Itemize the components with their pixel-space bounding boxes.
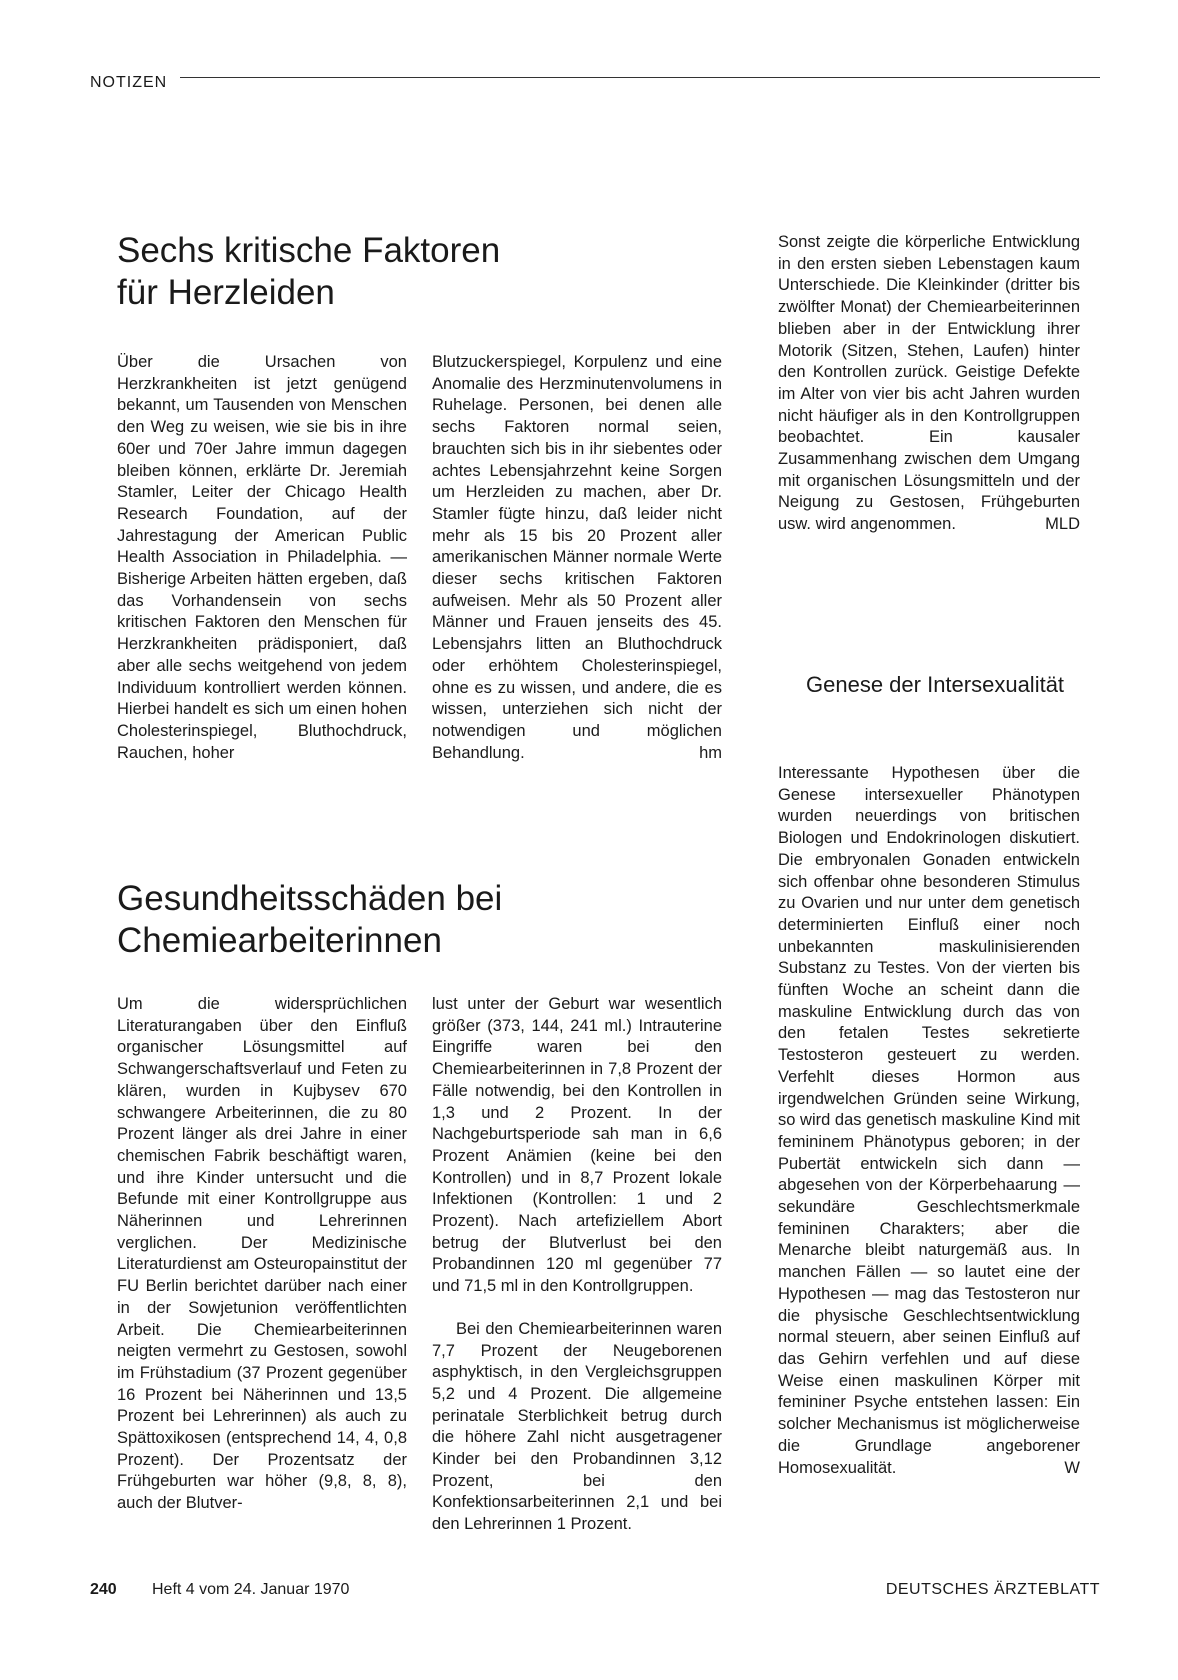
article-2-signature: MLD <box>1045 515 1080 534</box>
article-1-title: Sechs kritische Faktoren für Herzleiden <box>117 231 501 312</box>
header-rule <box>180 77 1100 78</box>
issue-line: Heft 4 vom 24. Januar 1970 <box>152 1581 350 1598</box>
article-2-col2-para-2: Bei den Chemiearbeiterinnen waren 7,7 Prozent der Neugeborenen asphyktisch, in den Vergleichsgruppen 5,2 und 4 Prozent. Die allgemeine perinatale Sterblichkeit betrug durch die höhere Zahl nicht ausgetragener Kinder bei den Probandinnen 3,12 Prozent, bei den Konfektionsarbeiterinnen 2,1 und bei den Lehrerinnen 1 Prozent. <box>432 1319 722 1534</box>
article-1-column-1 <box>117 352 407 764</box>
article-2-col3-text: Sonst zeigte die körperliche Entwicklung in den ersten sieben Lebenstagen kaum Unterschiede. Die Kleinkinder (dritter bis zwölfter Monat) der Chemiearbeiterinnen blieben aber in der Entwicklung ihrer Motorik (Sitzen, Stehen, Laufen) hinter den Kontrollen zurück. Geistige Defekte im Alter von vier bis acht Jahren wurden nicht häufiger als in den Kontrollgruppen beobachtet. Ein kausaler Zusammenhang zwischen dem Umgang mit organischen Lösungsmitteln und der Neigung zu Gestosen, Frühgeburten usw. wird angenommen. MLD <box>778 232 1080 536</box>
article-3-title: Genese der Intersexualität <box>806 672 1065 697</box>
article-2-title: Gesundheitsschäden bei Chemiearbeiterinnen <box>117 879 503 960</box>
article-1-column-2 <box>432 352 722 764</box>
article-2-col1-text: Um die widersprüchlichen Literaturangaben über den Einfluß organischer Lösungsmittel auf Schwangerschaftsverlauf und Feten zu klären, wurden in Kujbysev 670 schwangere Arbeiterinnen, die zu 80 Prozent länger als drei Jahre in einer chemischen Fabrik beschäftigt waren, und ihre Kinder untersucht und die Befunde mit einer Kontrollgruppe aus Näherinnen und Lehrerinnen verglichen. Der Medizinische Literaturdienst am Osteuropainstitut der FU Berlin berichtet darüber nach einer in der Sowjetunion veröffentlichten Arbeit. Die Chemiearbeiterinnen neigten vermehrt zu Gestosen, sowohl im Frühstadium (37 Prozent gegenüber 16 Prozent bei Näherinnen und 13,5 Prozent bei Lehrerinnen) als auch zu Spättoxikosen (entsprechend 14, 4, 0,8 Prozent). Der Prozentsatz der Frühgeburten war höher (9,8, 8, 8), auch der Blutver- <box>117 995 407 1513</box>
section-label: NOTIZEN <box>90 74 168 91</box>
article-3-text: Interessante Hypothesen über die Genese intersexueller Phänotypen wurden neuerdings von britischen Biologen und Endokrinologen diskutiert. Die embryonalen Gonaden entwickeln sich offenbar ohne besonderen Stimulus zu Ovarien und nur unter dem genetisch determinierten Einfluß einer noch unbekannten maskulinisierenden Substanz zu Testes. Von der vierten bis fünften Woche an scheint dann die maskuline Entwicklung durch das von den fetalen Testes sekretierte Testosteron gesteuert zu werden. Verfehlt dieses Hormon aus irgendwelchen Gründen seine Wirkung, so wird das genetisch maskuline Kind mit femininem Phänotypus geboren; in der Pubertät entwickeln sich dann — abgesehen von der Körperbehaarung — sekundäre Geschlechtsmerkmale femininen Charakters; aber die Menarche bleibt naturgemäß aus. In manchen Fällen — so lautet eine der Hypothesen — mag das Testosteron nur die physische Geschlechtsentwicklung normal steuern, aber seinen Einfluß auf das Gehirn verfehlen und auf diese Weise einen maskulinen Körper mit femininer Psyche entstehen lassen: Ein solcher Mechanismus ist möglicherweise die Grundlage angeborener Homosexualität. W <box>778 763 1080 1479</box>
article-2-col2-para-1: lust unter der Geburt war wesentlich größer (373, 144, 241 ml.) Intrauterine Eingriffe waren bei den Chemiearbeiterinnen in 7,8 Prozent der Fälle notwendig, bei den Kontrollen in 1,3 und 2 Prozent. In der Nachgeburtsperiode sah man in 6,6 Prozent Anämien (keine bei den Kontrollen) und in 8,7 Prozent lokale Infektionen (Kontrollen: 1 und 2 Prozent). Nach artefiziellem Abort betrug der Blutverlust bei den Probandinnen 120 ml gegenüber 77 und 71,5 ml in den Kontrollgruppen. <box>432 995 722 1296</box>
article-1-col2-text: Blutzuckerspiegel, Korpulenz und eine Anomalie des Herzminutenvolumens in Ruhelage. Personen, bei denen alle sechs Faktoren normal seien, brauchten sich bis in ihr siebentes oder achtes Lebensjahrzehnt keine Sorgen um Herzleiden zu machen, aber Dr. Stamler fügte hinzu, daß leider nicht mehr als 15 bis 20 Prozent aller amerikanischen Männer normale Werte dieser sechs kritischen Faktoren aufweisen. Mehr als 50 Prozent aller Männer und Frauen jenseits des 45. Lebensjahrs litten an Bluthochdruck oder erhöhtem Cholesterinspiegel, ohne es zu wissen, und andere, die es wissen, unterziehen sich nicht der notwendigen und möglichen Behandlung. hm <box>432 352 722 764</box>
page-footer <box>90 1581 1100 1605</box>
article-1-col1-text: Über die Ursachen von Herzkrankheiten ist jetzt genügend bekannt, um Tausenden von Menschen den Weg zu weisen, wie sie bis in ihre 60er und 70er Jahre immun dagegen bleiben können, erklärte Dr. Jeremiah Stamler, Leiter der Chicago Health Research Foundation, auf der Jahrestagung der American Public Health Association in Philadelphia. — Bisherige Arbeiten hätten ergeben, daß das Vorhandensein von sechs kritischen Faktoren den Menschen für Herzkrankheiten prädisponiert, daß aber alle sechs weitgehend von jedem Individuum kontrolliert werden können. Hierbei handelt es sich um einen hohen Cholesterinspiegel, Bluthochdruck, Rauchen, hoher <box>117 353 407 762</box>
article-2-column-1 <box>117 994 407 1515</box>
article-2-column-3 <box>778 232 1080 536</box>
article-3-signature: W <box>1064 1458 1080 1477</box>
page-number: 240 <box>90 1581 117 1598</box>
article-1-signature: hm <box>699 743 722 762</box>
article-2-column-2 <box>432 994 722 1536</box>
page-header <box>90 74 1100 98</box>
article-3-body <box>778 763 1080 1479</box>
journal-name: DEUTSCHES ÄRZTEBLATT <box>885 1581 1100 1598</box>
